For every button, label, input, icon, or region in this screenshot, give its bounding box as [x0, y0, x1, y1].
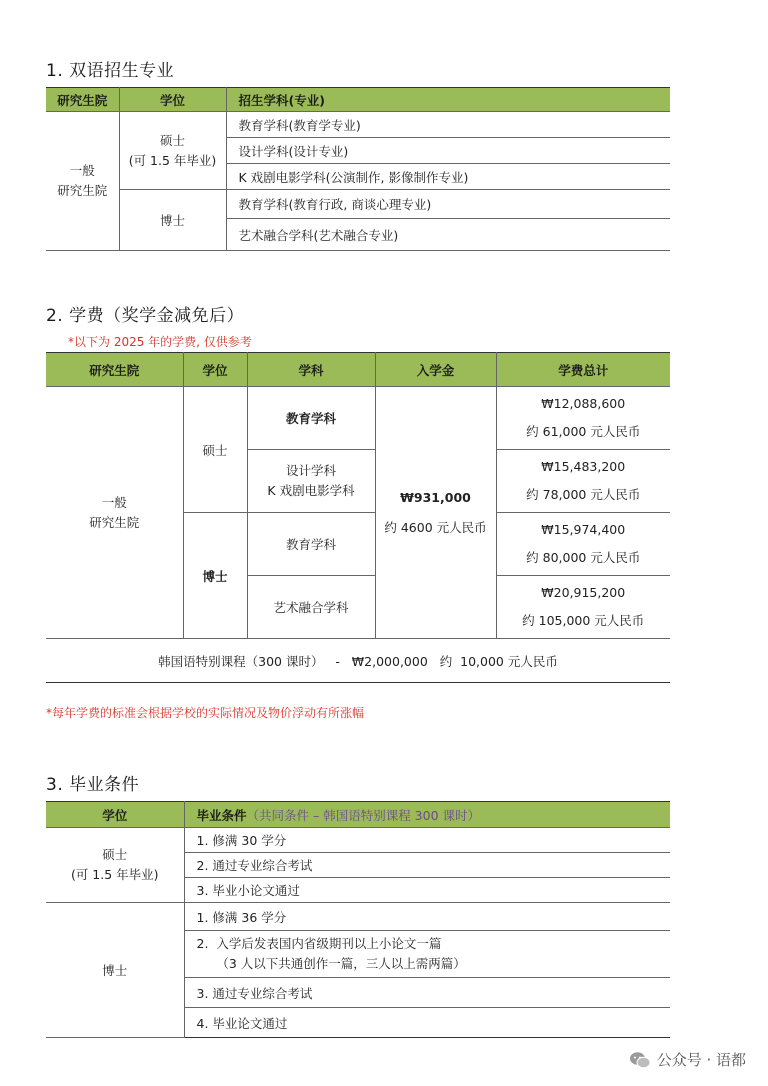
school-cell: 一般 研究生院 — [46, 112, 119, 251]
col-admission-header: 入学金 — [375, 353, 496, 387]
condition-item: 3. 毕业小论文通过 — [184, 878, 670, 903]
col-degree-header: 学位 — [119, 88, 226, 112]
korean-course-row: 韩国语特别课程（300 课时） - ₩2,000,000 约 10,000 元人民币 — [46, 639, 670, 683]
tuition-table — [46, 352, 670, 683]
tuition-krw: ₩15,974,400 — [541, 522, 626, 537]
doctor-cell: 博士 — [119, 190, 226, 251]
school-cell: 一般 研究生院 — [46, 387, 183, 639]
condition-item: 1. 修满 30 学分 — [184, 828, 670, 853]
condition-header-extra: （共同条件 – 韩国语特别课程 300 课时） — [246, 807, 481, 823]
tuition-cell — [496, 387, 670, 450]
tuition-krw: ₩20,915,200 — [541, 585, 626, 600]
watermark-text: 公众号 · 语都 — [656, 1051, 746, 1069]
program-item: 设计学科(设计专业) — [226, 138, 670, 164]
section3-title: 3. 毕业条件 — [46, 775, 140, 795]
condition-item: 1. 修满 36 学分 — [184, 903, 670, 931]
majors-table — [46, 87, 670, 251]
col-degree-header: 学位 — [46, 802, 184, 828]
tuition-cny: 约 80,000 元人民币 — [526, 550, 641, 565]
tuition-cny: 约 78,000 元人民币 — [526, 487, 641, 502]
subject-cell: 设计学科 K 戏剧电影学科 — [247, 450, 375, 513]
condition-item: 4. 毕业论文通过 — [184, 1008, 670, 1038]
col-subject-header: 学科 — [247, 353, 375, 387]
subject-cell: 艺术融合学科 — [247, 576, 375, 639]
doctor-cell: 博士 — [46, 903, 184, 1038]
condition-item: 2. 入学后发表国内省级期刊以上小论文一篇 （3 人以下共通创作一篇，三人以上需两篇） — [184, 931, 670, 978]
program-item: K 戏剧电影学科(公演制作, 影像制作专业) — [226, 164, 670, 190]
condition-header-label: 毕业条件 — [196, 807, 247, 823]
fee-increase-note: *每年学费的标准会根据学校的实际情况及物价浮动有所涨幅 — [46, 706, 365, 720]
condition-item: 3. 通过专业综合考试 — [184, 978, 670, 1008]
col-condition-header — [184, 802, 670, 828]
master-cell: 硕士 (可 1.5 年毕业) — [46, 828, 184, 903]
subject-cell: 教育学科 — [247, 387, 375, 450]
master-cell: 硕士 — [183, 387, 247, 513]
program-item: 艺术融合学科(艺术融合专业) — [226, 219, 670, 251]
tuition-cny: 约 61,000 元人民币 — [526, 424, 641, 439]
tuition-cell — [496, 513, 670, 576]
col-school-header: 研究生院 — [46, 353, 183, 387]
tuition-cny: 约 105,000 元人民币 — [522, 613, 645, 628]
tuition-cell — [496, 576, 670, 639]
col-programs-header: 招生学科(专业) — [226, 88, 670, 112]
subject-cell: 教育学科 — [247, 513, 375, 576]
wechat-icon — [629, 1051, 651, 1069]
tuition-krw: ₩12,088,600 — [541, 396, 626, 411]
tuition-krw: ₩15,483,200 — [541, 459, 626, 474]
admission-fee-cell — [375, 387, 496, 639]
admission-cny: 约 4600 元人民币 — [384, 519, 487, 535]
program-item: 教育学科(教育学专业) — [226, 112, 670, 138]
section2-title: 2. 学费（奖学金减免后） — [46, 306, 245, 326]
admission-krw: ₩931,000 — [400, 489, 471, 505]
section1-title: 1. 双语招生专业 — [46, 61, 175, 81]
condition-item: 2. 通过专业综合考试 — [184, 853, 670, 878]
graduation-table — [46, 801, 670, 1038]
watermark — [629, 1049, 746, 1070]
col-tuition-header: 学费总计 — [496, 353, 670, 387]
master-cell: 硕士 (可 1.5 年毕业) — [119, 112, 226, 190]
doctor-cell: 博士 — [183, 513, 247, 639]
col-school-header: 研究生院 — [46, 88, 119, 112]
tuition-cell — [496, 450, 670, 513]
fee-note: *以下为 2025 年的学费, 仅供参考 — [68, 335, 252, 349]
col-degree-header: 学位 — [183, 353, 247, 387]
program-item: 教育学科(教育行政, 商谈心理专业) — [226, 190, 670, 219]
